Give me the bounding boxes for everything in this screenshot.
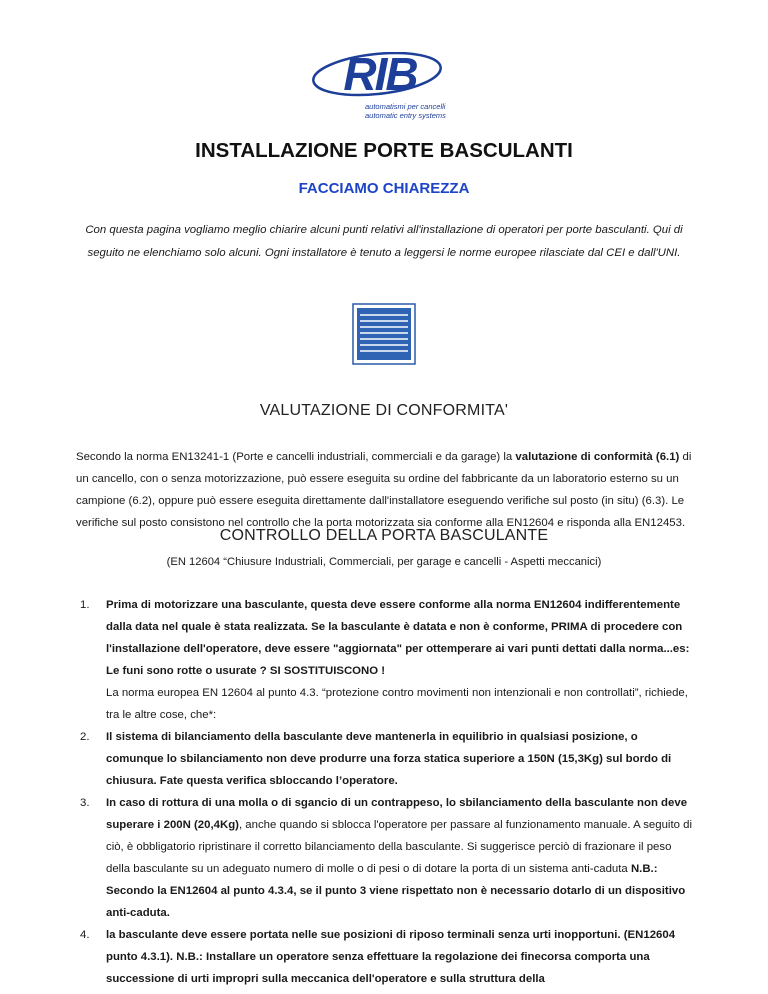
list-item: 1. Prima di motorizzare una basculante, questa deve essere conforme alla norma EN12604 indifferentemente dalla data nel quale è stata realizzata. Se la basculante è datata e non è conforme, PRIMA di procedere con l'installazione dell'operatore, deve essere "aggiornata" per ottemperare ai vari punti dettati dalla norma...es: Le funi sono rotte o usurate ? SI SOSTITUISCONO ! La norma europea EN 12604 al punto 4.3. “protezione contro movimenti non intenzionali e non controllati”, richiede, tra le altre cose, che*: bbox=[80, 599, 690, 721]
rib-logo bbox=[309, 48, 446, 122]
checklist bbox=[76, 594, 696, 990]
logo-tagline-en: automatic entry systems bbox=[365, 111, 446, 120]
page-subtitle: FACCIAMO CHIAREZZA bbox=[298, 180, 470, 197]
logo-brand: RIB bbox=[343, 48, 417, 100]
intro-paragraph: Con questa pagina vogliamo meglio chiarire alcuni punti relativi all'installazione di operatori per porte basculanti. Qui di seguito ne elenchiamo solo alcuni. Ogni installatore è tenuto a leggersi le norme europee rilasciate dal CEI e dall'UNI. bbox=[85, 224, 683, 259]
list-item: 2. Il sistema di bilanciamento della basculante deve mantenerla in equilibrio in qualsiasi posizione, o comunque lo sbilanciamento non deve produrre una forza statica superiore a 150N (15,3Kg) sul bordo di chiusura. Fate questa verifica sbloccando l’operatore. bbox=[80, 731, 672, 787]
list-item: 3. In caso di rottura di una molla o di sgancio di un contrappeso, lo sbilanciamento della basculante non deve superare i 200N (20,4Kg), anche quando si sblocca l'operatore per passare al funzionamento manuale. A seguito di ciò, è obbligatorio ripristinare il corretto bilanciamento della basculante. Si suggerisce perciò di frazionare il peso della basculante su un adeguato numero di molle o di pesi o di dotare la porta di un sistema anti-caduta N.B.: Secondo la EN12604 al punto 4.3.4, se il punto 3 viene rispettato non è necessario dotarlo di un dispositivo anti-caduta. bbox=[80, 797, 692, 919]
conformita-paragraph: Secondo la norma EN13241-1 (Porte e cancelli industriali, commerciali e da garage) la valutazione di conformità (6.1) di un cancello, con o senza motorizzazione, può essere eseguita su ordine del fabbricante da un laboratorio esterno su un campione (6.2), oppure può essere eseguita direttamente dall'installatore eseguendo verifiche sul posto (in situ) (6.3). Le verifiche sul posto consistono nel controllo che la porta motorizzata sia conforme alla EN12604 e risponda alla EN12453. bbox=[76, 451, 692, 529]
section-heading-conformita: VALUTAZIONE DI CONFORMITA' bbox=[259, 402, 509, 419]
section-note: (EN 12604 “Chiusure Industriali, Commerciali, per garage e cancelli - Aspetti meccanici) bbox=[166, 556, 602, 568]
list-item: 4. la basculante deve essere portata nelle sue posizioni di riposo terminali senza urti inopportuni. (EN12604 punto 4.3.1). N.B.: Installare un operatore senza effettuare la regolazione dei finecorsa comporta una successione di urti impropri sulla meccanica dell'operatore e sulla struttura della bbox=[80, 929, 676, 985]
section-heading-controllo: CONTROLLO DELLA PORTA BASCULANTE bbox=[219, 527, 549, 544]
garage-door-icon bbox=[352, 303, 416, 365]
page-title: INSTALLAZIONE PORTE BASCULANTI bbox=[195, 139, 573, 162]
logo-tagline-it: automatismi per cancelli bbox=[365, 102, 446, 111]
